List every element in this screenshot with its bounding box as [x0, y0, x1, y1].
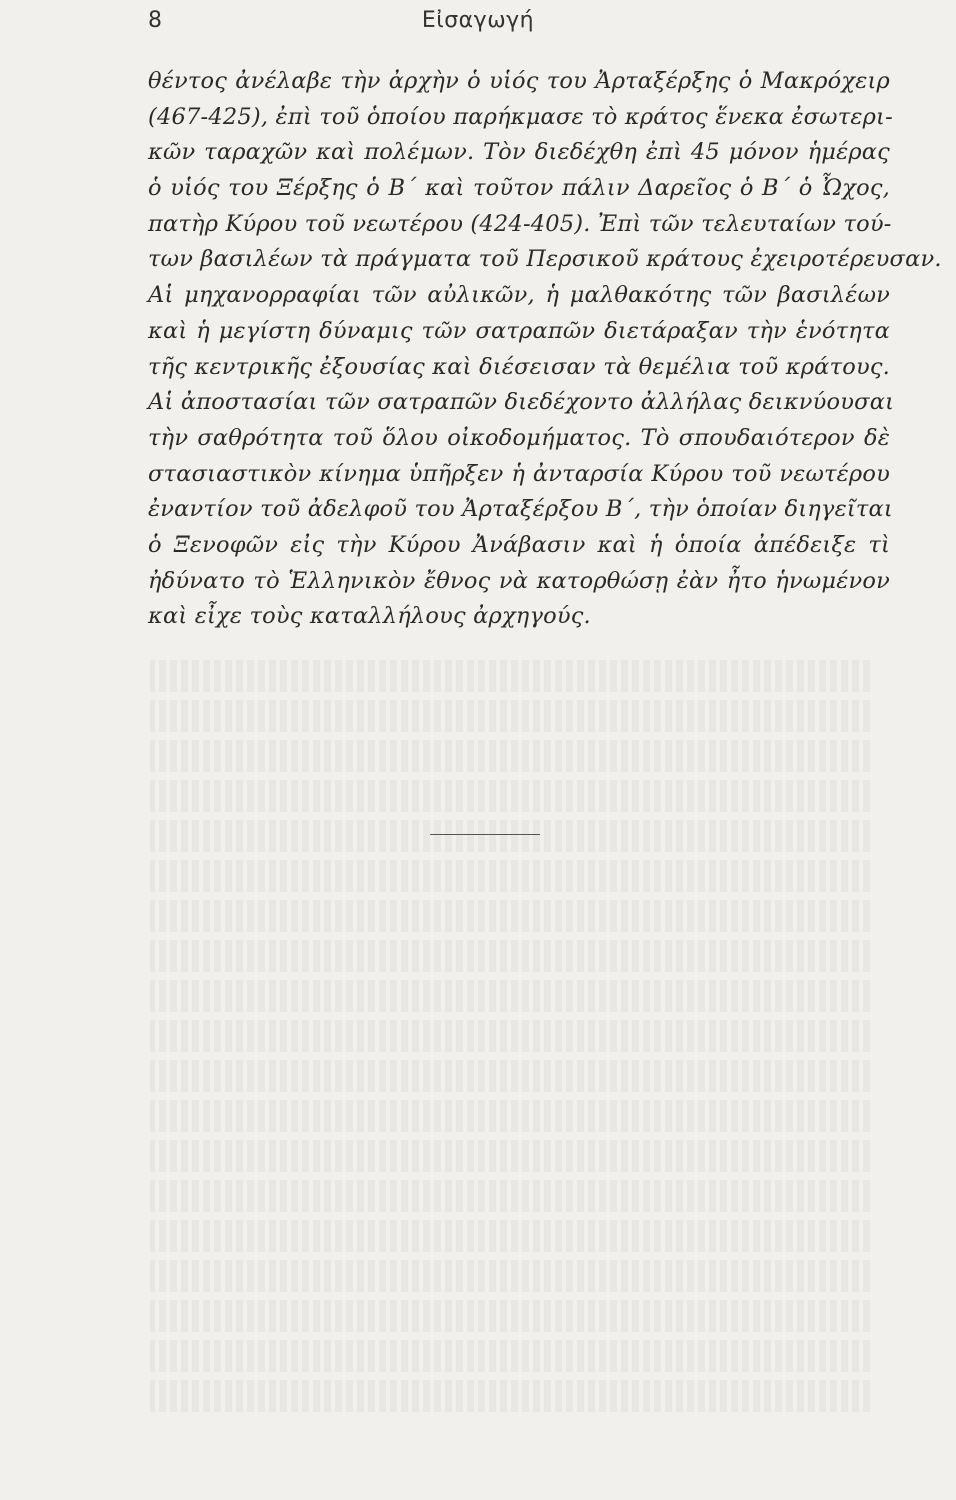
text-line: τῆς κεντρικῆς ἐξουσίας καὶ διέσεισαν τὰ θεμέλια τοῦ κράτους.: [148, 353, 890, 380]
text-line: ὁ υἱός του Ξέρξης ὁ Β΄ καὶ τοῦτον πάλιν Δαρεῖος ὁ Β΄ ὁ Ὦχος,: [148, 175, 890, 202]
text-line: Αἱ ἀποστασίαι τῶν σατραπῶν διεδέχοντο ἀλλήλας δεικνύουσαι: [148, 389, 895, 416]
body-text: [148, 64, 942, 635]
text-line: θέντος ἀνέλαβε τὴν ἀρχὴν ὁ υἱός του Ἀρταξέρξης ὁ Μακρόχειρ: [148, 68, 890, 94]
text-line: πατὴρ Κύρου τοῦ νεωτέρου (424-405). Ἐπὶ τῶν τελευταίων τού-: [148, 210, 892, 237]
text-line: στασιαστικὸν κίνημα ὑπῆρξεν ἡ ἀνταρσία Κύρου τοῦ νεωτέρου: [148, 460, 890, 487]
section-divider-rule: [430, 834, 540, 835]
text-line: (467-425), ἐπὶ τοῦ ὁποίου παρήκμασε τὸ κράτος ἕνεκα ἐσωτερι-: [148, 103, 893, 130]
text-line: Αἱ μηχανορραφίαι τῶν αὐλικῶν, ἡ μαλθακότης τῶν βασιλέων: [148, 282, 890, 309]
text-line: ἐναντίον τοῦ ἀδελφοῦ του Ἀρταξέρξου Β΄, τὴν ὁποίαν διηγεῖται: [148, 496, 893, 523]
text-line: ἠδύνατο τὸ Ἑλληνικὸν ἔθνος νὰ κατορθώσῃ ἐὰν ἦτο ἡνωμένον: [148, 567, 890, 594]
show-through-texture: [150, 660, 870, 1420]
text-line: τὴν σαθρότητα τοῦ ὅλου οἰκοδομήματος. Τὸ σπουδαιότερον δὲ: [148, 424, 890, 451]
running-header-title: Εἰσαγωγή: [421, 8, 535, 33]
text-line: των βασιλέων τὰ πράγματα τοῦ Περσικοῦ κράτους ἐχειροτέρευσαν.: [148, 246, 942, 273]
text-line: κῶν ταραχῶν καὶ πολέμων. Τὸν διεδέχθη ἐπὶ 45 μόνον ἡμέρας: [148, 139, 890, 166]
text-line: ὁ Ξενοφῶν εἰς τὴν Κύρου Ἀνάβασιν καὶ ἡ ὁποία ἀπέδειξε τὶ: [148, 531, 890, 558]
text-line-last: καὶ εἶχε τοὺς καταλλήλους ἀρχηγούς.: [148, 603, 591, 630]
text-line: καὶ ἡ μεγίστη δύναμις τῶν σατραπῶν διετάραξαν τὴν ἑνότητα: [148, 317, 890, 344]
page-number: 8: [148, 8, 162, 33]
